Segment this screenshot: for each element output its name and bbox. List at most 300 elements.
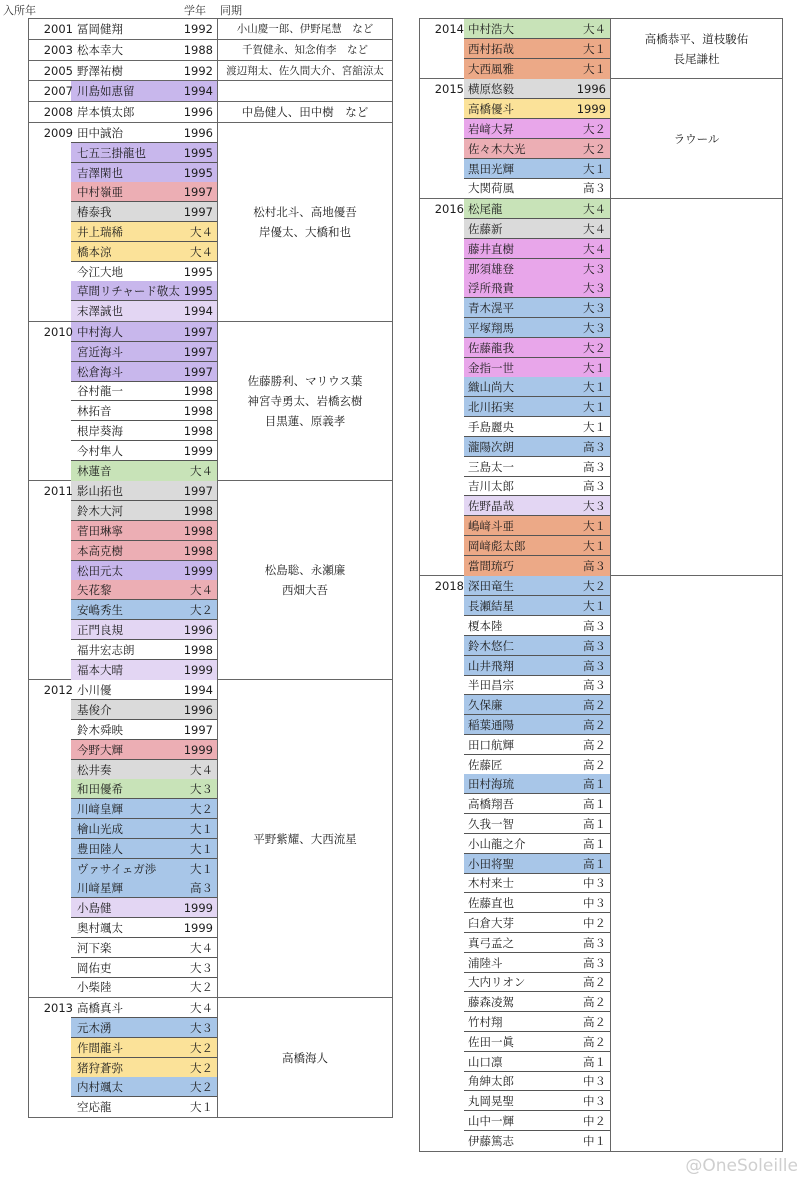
member-row	[420, 536, 610, 556]
member-row	[29, 222, 217, 242]
member-row	[29, 401, 217, 421]
member-grade: 大１	[583, 599, 606, 614]
member-list	[29, 680, 217, 997]
member-name: 久我一智	[468, 816, 514, 831]
member-row	[29, 202, 217, 222]
member-grade: 1994	[183, 84, 213, 99]
member-row	[420, 1012, 610, 1032]
member-row	[29, 541, 217, 561]
member-name: ヴァサイェガ渉	[77, 861, 157, 876]
member-grade: 1998	[183, 424, 213, 438]
member-grade: 高３	[583, 181, 606, 196]
join-year: 2016	[434, 202, 464, 217]
member-row	[29, 1058, 217, 1078]
member-grade: 高３	[583, 955, 606, 970]
member-name: 菅田琳寧	[77, 523, 123, 538]
member-grade: 高１	[583, 856, 606, 871]
member-grade: 大２	[190, 802, 213, 817]
peers-text: 佐藤勝利、マリウス葉 神宮寺勇太、岩橋玄樹 目黒蓮、原義孝	[247, 374, 363, 429]
member-name: 佐藤龍我	[468, 340, 514, 355]
member-name: 小山龍之介	[468, 836, 526, 851]
member-name: 佐々木大光	[468, 141, 526, 156]
member-grade: 高２	[583, 717, 606, 732]
member-grade: 大４	[190, 940, 213, 955]
member-grade: 大４	[583, 221, 606, 236]
member-grade: 大３	[190, 960, 213, 975]
peers-text: 松島聡、永瀬廉 西畑大吾	[264, 563, 346, 598]
member-name: 小田将聖	[468, 856, 514, 871]
member-row	[420, 59, 610, 79]
member-grade: 1995	[183, 264, 213, 279]
member-grade: 中３	[583, 876, 606, 891]
member-row	[29, 481, 217, 501]
member-grade: 大４	[190, 244, 213, 259]
member-name: 大関荷風	[468, 181, 514, 196]
member-row	[29, 819, 217, 839]
member-row	[420, 953, 610, 973]
join-year: 2010	[43, 325, 73, 339]
join-year: 2012	[43, 683, 73, 698]
member-row	[29, 362, 217, 382]
member-row	[420, 1071, 610, 1091]
member-grade: 1996	[576, 82, 606, 97]
member-row	[29, 40, 217, 60]
member-name: 三島太一	[468, 459, 514, 474]
member-row	[29, 102, 217, 122]
member-grade: 大１	[583, 518, 606, 533]
member-grade: 大１	[583, 538, 606, 553]
member-name: 西村拓哉	[468, 41, 514, 56]
member-row	[420, 159, 610, 179]
join-year: 2015	[434, 82, 464, 97]
member-name: 半田昌宗	[468, 678, 514, 693]
member-name: 臼倉大芽	[468, 915, 514, 930]
year-group-2001	[28, 18, 393, 40]
member-list	[420, 576, 610, 1150]
peers-cell	[218, 61, 392, 81]
member-grade: 1999	[183, 563, 213, 578]
member-name: 空応龍	[77, 1100, 112, 1115]
member-name: 佐田一眞	[468, 1034, 514, 1049]
year-group-2009	[28, 123, 393, 322]
member-row	[29, 81, 217, 101]
member-name: 角紳太郎	[468, 1074, 514, 1089]
member-grade: 1999	[183, 742, 213, 757]
member-grade: 大１	[583, 61, 606, 76]
member-grade: 大３	[583, 320, 606, 335]
peers-cell	[218, 19, 392, 39]
member-row	[420, 1131, 610, 1151]
member-row	[29, 859, 217, 879]
member-grade: 大２	[190, 980, 213, 995]
year-group-2015	[419, 79, 783, 199]
peers-cell	[218, 102, 392, 122]
member-name: 田口航輝	[468, 737, 514, 752]
member-grade: 大２	[583, 579, 606, 594]
member-name: 佐藤直也	[468, 896, 514, 911]
member-row	[420, 755, 610, 775]
peers-cell	[218, 123, 392, 321]
member-grade: 高３	[583, 638, 606, 653]
member-grade: 1999	[183, 662, 213, 677]
member-name: 那須雄登	[468, 261, 514, 276]
member-name: 久保廉	[468, 698, 503, 713]
member-name: 浮所飛貴	[468, 281, 514, 296]
member-row	[29, 918, 217, 938]
member-row	[29, 521, 217, 541]
member-name: 川島如恵留	[77, 84, 135, 99]
member-row	[29, 163, 217, 183]
member-row	[29, 461, 217, 481]
header-year: 入所年	[3, 4, 36, 17]
member-row	[420, 972, 610, 992]
member-grade: 大４	[190, 762, 213, 777]
peers-text: 松村北斗、高地優吾 岸優太、大橋和也	[253, 205, 357, 239]
member-row	[420, 1091, 610, 1111]
member-name: 松本幸大	[77, 42, 123, 57]
member-grade: 高２	[583, 975, 606, 990]
member-name: 岡佑吏	[77, 960, 112, 975]
member-name: 高橋真斗	[77, 1001, 123, 1016]
member-grade: 1997	[183, 344, 213, 359]
member-grade: 1999	[183, 920, 213, 935]
member-name: 矢花黎	[77, 583, 112, 598]
member-name: 草間リチャード敬太	[77, 284, 180, 299]
member-name: 北川拓実	[468, 400, 514, 415]
member-row	[29, 998, 217, 1018]
member-grade: 高２	[583, 757, 606, 772]
member-grade: 高３	[583, 618, 606, 633]
member-row	[420, 338, 610, 358]
member-grade: 大１	[583, 380, 606, 395]
member-name: 深田竜生	[468, 579, 514, 594]
year-group-2005	[28, 61, 393, 82]
member-name: 吉澤閑也	[77, 165, 123, 180]
member-name: 基俊介	[77, 703, 112, 718]
year-group-2012	[28, 680, 393, 998]
member-grade: 1997	[183, 722, 213, 737]
member-name: 影山拓也	[77, 484, 123, 499]
member-name: 大西風雅	[468, 61, 514, 76]
member-name: 根岸葵海	[77, 424, 123, 438]
member-grade: 大１	[583, 360, 606, 375]
member-grade: 中１	[583, 1133, 606, 1148]
peers-text: 高橋恭平、道枝駿佑 長尾謙杜	[644, 31, 749, 66]
peers-cell	[218, 680, 392, 997]
member-name: 鈴木舜映	[77, 722, 123, 737]
member-list	[29, 123, 217, 321]
member-name: 今野大輝	[77, 742, 123, 757]
peers-text: 平野紫耀、大西流星	[253, 831, 357, 846]
member-row	[29, 501, 217, 521]
member-grade: 高３	[583, 558, 606, 573]
member-name: 田中誠治	[77, 126, 123, 140]
member-grade: 大４	[583, 241, 606, 256]
year-group-2016	[419, 199, 783, 576]
member-grade: 1988	[183, 42, 213, 57]
join-year: 2001	[43, 22, 73, 36]
member-row	[29, 441, 217, 461]
member-grade: 大３	[190, 1020, 213, 1035]
member-grade: 中２	[583, 915, 606, 930]
member-grade: 1998	[183, 504, 213, 519]
member-grade: 高２	[583, 1014, 606, 1029]
peers-cell	[218, 322, 392, 480]
member-grade: 高２	[583, 995, 606, 1010]
member-name: 小島健	[77, 901, 112, 916]
member-row	[420, 178, 610, 198]
member-row	[29, 322, 217, 342]
member-list	[29, 81, 217, 101]
member-name: 高橋優斗	[468, 102, 514, 117]
member-row	[420, 1052, 610, 1072]
member-grade: 大２	[583, 141, 606, 156]
peers-cell	[611, 199, 782, 575]
member-grade: 1997	[183, 325, 213, 339]
member-row	[29, 799, 217, 819]
member-row	[420, 576, 610, 596]
member-name: 高橋翔吾	[468, 797, 514, 812]
year-group-2018	[419, 576, 783, 1151]
member-row	[29, 620, 217, 640]
member-name: 宮近海斗	[77, 344, 123, 359]
peers-text: 千賀健永、知念侑李 など	[242, 43, 368, 56]
member-row	[29, 660, 217, 680]
join-year: 2007	[43, 84, 73, 99]
member-grade: 1998	[183, 523, 213, 538]
member-name: 田村海琉	[468, 777, 514, 792]
member-row	[420, 873, 610, 893]
member-name: 佐藤新	[468, 221, 503, 236]
member-row	[420, 79, 610, 99]
member-row	[29, 878, 217, 898]
member-row	[29, 1097, 217, 1117]
member-grade: 高３	[583, 678, 606, 693]
member-name: 鈴木悠仁	[468, 638, 514, 653]
member-grade: 大４	[583, 202, 606, 217]
member-grade: 大１	[190, 841, 213, 856]
member-grade: 1996	[183, 126, 213, 140]
member-name: 金指一世	[468, 360, 514, 375]
member-row	[29, 1038, 217, 1058]
member-row	[420, 496, 610, 516]
member-name: 井上瑞稀	[77, 225, 123, 239]
member-grade: 1994	[183, 683, 213, 698]
peers-cell	[611, 19, 782, 78]
member-list	[29, 998, 217, 1117]
member-row	[420, 377, 610, 397]
member-row	[420, 596, 610, 616]
header-grade: 学年	[184, 4, 206, 17]
member-row	[29, 342, 217, 362]
member-grade: 1996	[183, 105, 213, 120]
member-grade: 中３	[583, 1074, 606, 1089]
member-grade: 1992	[183, 22, 213, 36]
member-name: 山中一輝	[468, 1113, 514, 1128]
peers-cell	[218, 481, 392, 679]
member-row	[420, 437, 610, 457]
member-row	[29, 580, 217, 600]
member-grade: 1996	[183, 622, 213, 637]
member-name: 本高克樹	[77, 543, 123, 558]
member-row	[420, 715, 610, 735]
member-name: 中村嶺亜	[77, 185, 123, 200]
member-name: 檜山光成	[77, 821, 123, 836]
member-name: 佐野晶哉	[468, 499, 514, 514]
member-name: 林蓮音	[77, 463, 112, 478]
member-row	[420, 933, 610, 953]
member-grade: 1997	[183, 484, 213, 499]
member-row	[420, 417, 610, 437]
member-grade: 中３	[583, 896, 606, 911]
member-grade: 大３	[583, 281, 606, 296]
member-name: 大内リオン	[468, 975, 526, 990]
member-list	[420, 79, 610, 198]
member-grade: 大４	[190, 463, 213, 478]
member-grade: 中２	[583, 1113, 606, 1128]
member-name: 冨岡健翔	[77, 22, 123, 36]
member-list	[420, 19, 610, 78]
member-row	[29, 262, 217, 282]
member-row	[420, 219, 610, 239]
join-year: 2005	[43, 63, 73, 78]
peers-text: 渡辺翔太、佐久間大介、宮舘涼太	[226, 64, 384, 77]
member-row	[29, 700, 217, 720]
peers-text: 中島健人、田中樹 など	[241, 105, 369, 120]
member-name: 松尾龍	[468, 202, 503, 217]
member-list	[29, 40, 217, 60]
member-grade: 大４	[583, 22, 606, 36]
member-row	[29, 977, 217, 997]
member-row	[420, 913, 610, 933]
member-row	[29, 123, 217, 143]
member-name: 嶋﨑斗亜	[468, 518, 514, 533]
member-name: 小柴陸	[77, 980, 112, 995]
member-grade: 1994	[183, 304, 213, 319]
member-row	[420, 1032, 610, 1052]
member-grade: 1998	[183, 384, 213, 399]
member-name: 當間琉巧	[468, 558, 514, 573]
member-row	[420, 774, 610, 794]
member-grade: 1997	[183, 185, 213, 200]
member-grade: 大２	[190, 1060, 213, 1075]
member-grade: 大２	[190, 1040, 213, 1055]
member-grade: 大３	[583, 301, 606, 316]
member-grade: 高１	[583, 777, 606, 792]
member-name: 川﨑皇輝	[77, 802, 123, 817]
member-grade: 大２	[190, 1080, 213, 1095]
member-name: 林拓音	[77, 404, 112, 419]
member-row	[420, 259, 610, 279]
member-row	[420, 616, 610, 636]
member-name: 榎本陸	[468, 618, 503, 633]
member-grade: 大３	[583, 261, 606, 276]
member-grade: 大１	[190, 861, 213, 876]
member-name: 織山尚大	[468, 380, 514, 395]
member-name: 佐藤匠	[468, 757, 503, 772]
member-name: 小川優	[77, 683, 112, 698]
member-grade: 高３	[583, 439, 606, 454]
member-grade: 大１	[190, 1100, 213, 1115]
member-row	[29, 421, 217, 441]
member-name: 正門良規	[77, 622, 123, 637]
join-year: 2014	[434, 22, 464, 36]
member-grade: 大１	[583, 419, 606, 434]
member-row	[420, 19, 610, 39]
member-row	[420, 119, 610, 139]
peers-text: 小山慶一郎、伊野尾慧 など	[236, 22, 374, 35]
member-row	[29, 760, 217, 780]
year-group-2010	[28, 322, 393, 481]
member-grade: 高３	[583, 459, 606, 474]
member-grade: 1998	[183, 543, 213, 558]
peers-cell	[611, 576, 782, 1150]
member-name: 内村颯太	[77, 1080, 123, 1095]
member-row	[29, 898, 217, 918]
member-row	[420, 298, 610, 318]
member-grade: 1995	[183, 165, 213, 180]
member-grade: 1995	[183, 284, 213, 299]
peers-cell	[218, 81, 392, 101]
member-name: 河下楽	[77, 940, 112, 955]
member-row	[420, 278, 610, 298]
member-grade: 大１	[190, 821, 213, 836]
member-name: 岸本慎太郎	[77, 105, 135, 120]
member-name: 奥村颯太	[77, 920, 123, 935]
member-row	[420, 656, 610, 676]
member-row	[420, 99, 610, 119]
member-name: 福本大晴	[77, 662, 123, 677]
member-name: 中村海人	[77, 325, 123, 339]
member-grade: 高３	[583, 935, 606, 950]
member-name: 松井奏	[77, 762, 112, 777]
member-row	[420, 794, 610, 814]
member-row	[420, 695, 610, 715]
join-year: 2009	[43, 126, 73, 140]
member-grade: 高３	[190, 881, 213, 896]
member-row	[29, 958, 217, 978]
year-group-2007	[28, 81, 393, 102]
peers-text: 高橋海人	[282, 1050, 328, 1065]
member-list	[29, 481, 217, 679]
member-row	[29, 301, 217, 321]
member-grade: 高３	[583, 658, 606, 673]
join-year: 2003	[43, 42, 73, 57]
member-name: 稲葉通陽	[468, 717, 514, 732]
member-name: 今村隼人	[77, 443, 123, 458]
member-row	[420, 139, 610, 159]
member-row	[420, 556, 610, 576]
member-row	[420, 735, 610, 755]
member-name: 岡﨑彪太郎	[468, 538, 526, 553]
year-group-2008	[28, 102, 393, 123]
member-name: 橋本涼	[77, 244, 112, 259]
member-grade: 高１	[583, 797, 606, 812]
member-grade: 大３	[583, 499, 606, 514]
member-name: 伊藤篤志	[468, 1133, 514, 1148]
member-grade: 高２	[583, 698, 606, 713]
member-grade: 高１	[583, 816, 606, 831]
member-name: 浦陸斗	[468, 955, 503, 970]
member-row	[29, 61, 217, 81]
member-name: 藤井直樹	[468, 241, 514, 256]
member-grade: 大１	[583, 41, 606, 56]
member-name: 長瀬結星	[468, 599, 514, 614]
member-name: 黒田光輝	[468, 161, 514, 176]
member-row	[29, 600, 217, 620]
peers-cell	[218, 998, 392, 1117]
year-group-2014	[419, 18, 783, 79]
